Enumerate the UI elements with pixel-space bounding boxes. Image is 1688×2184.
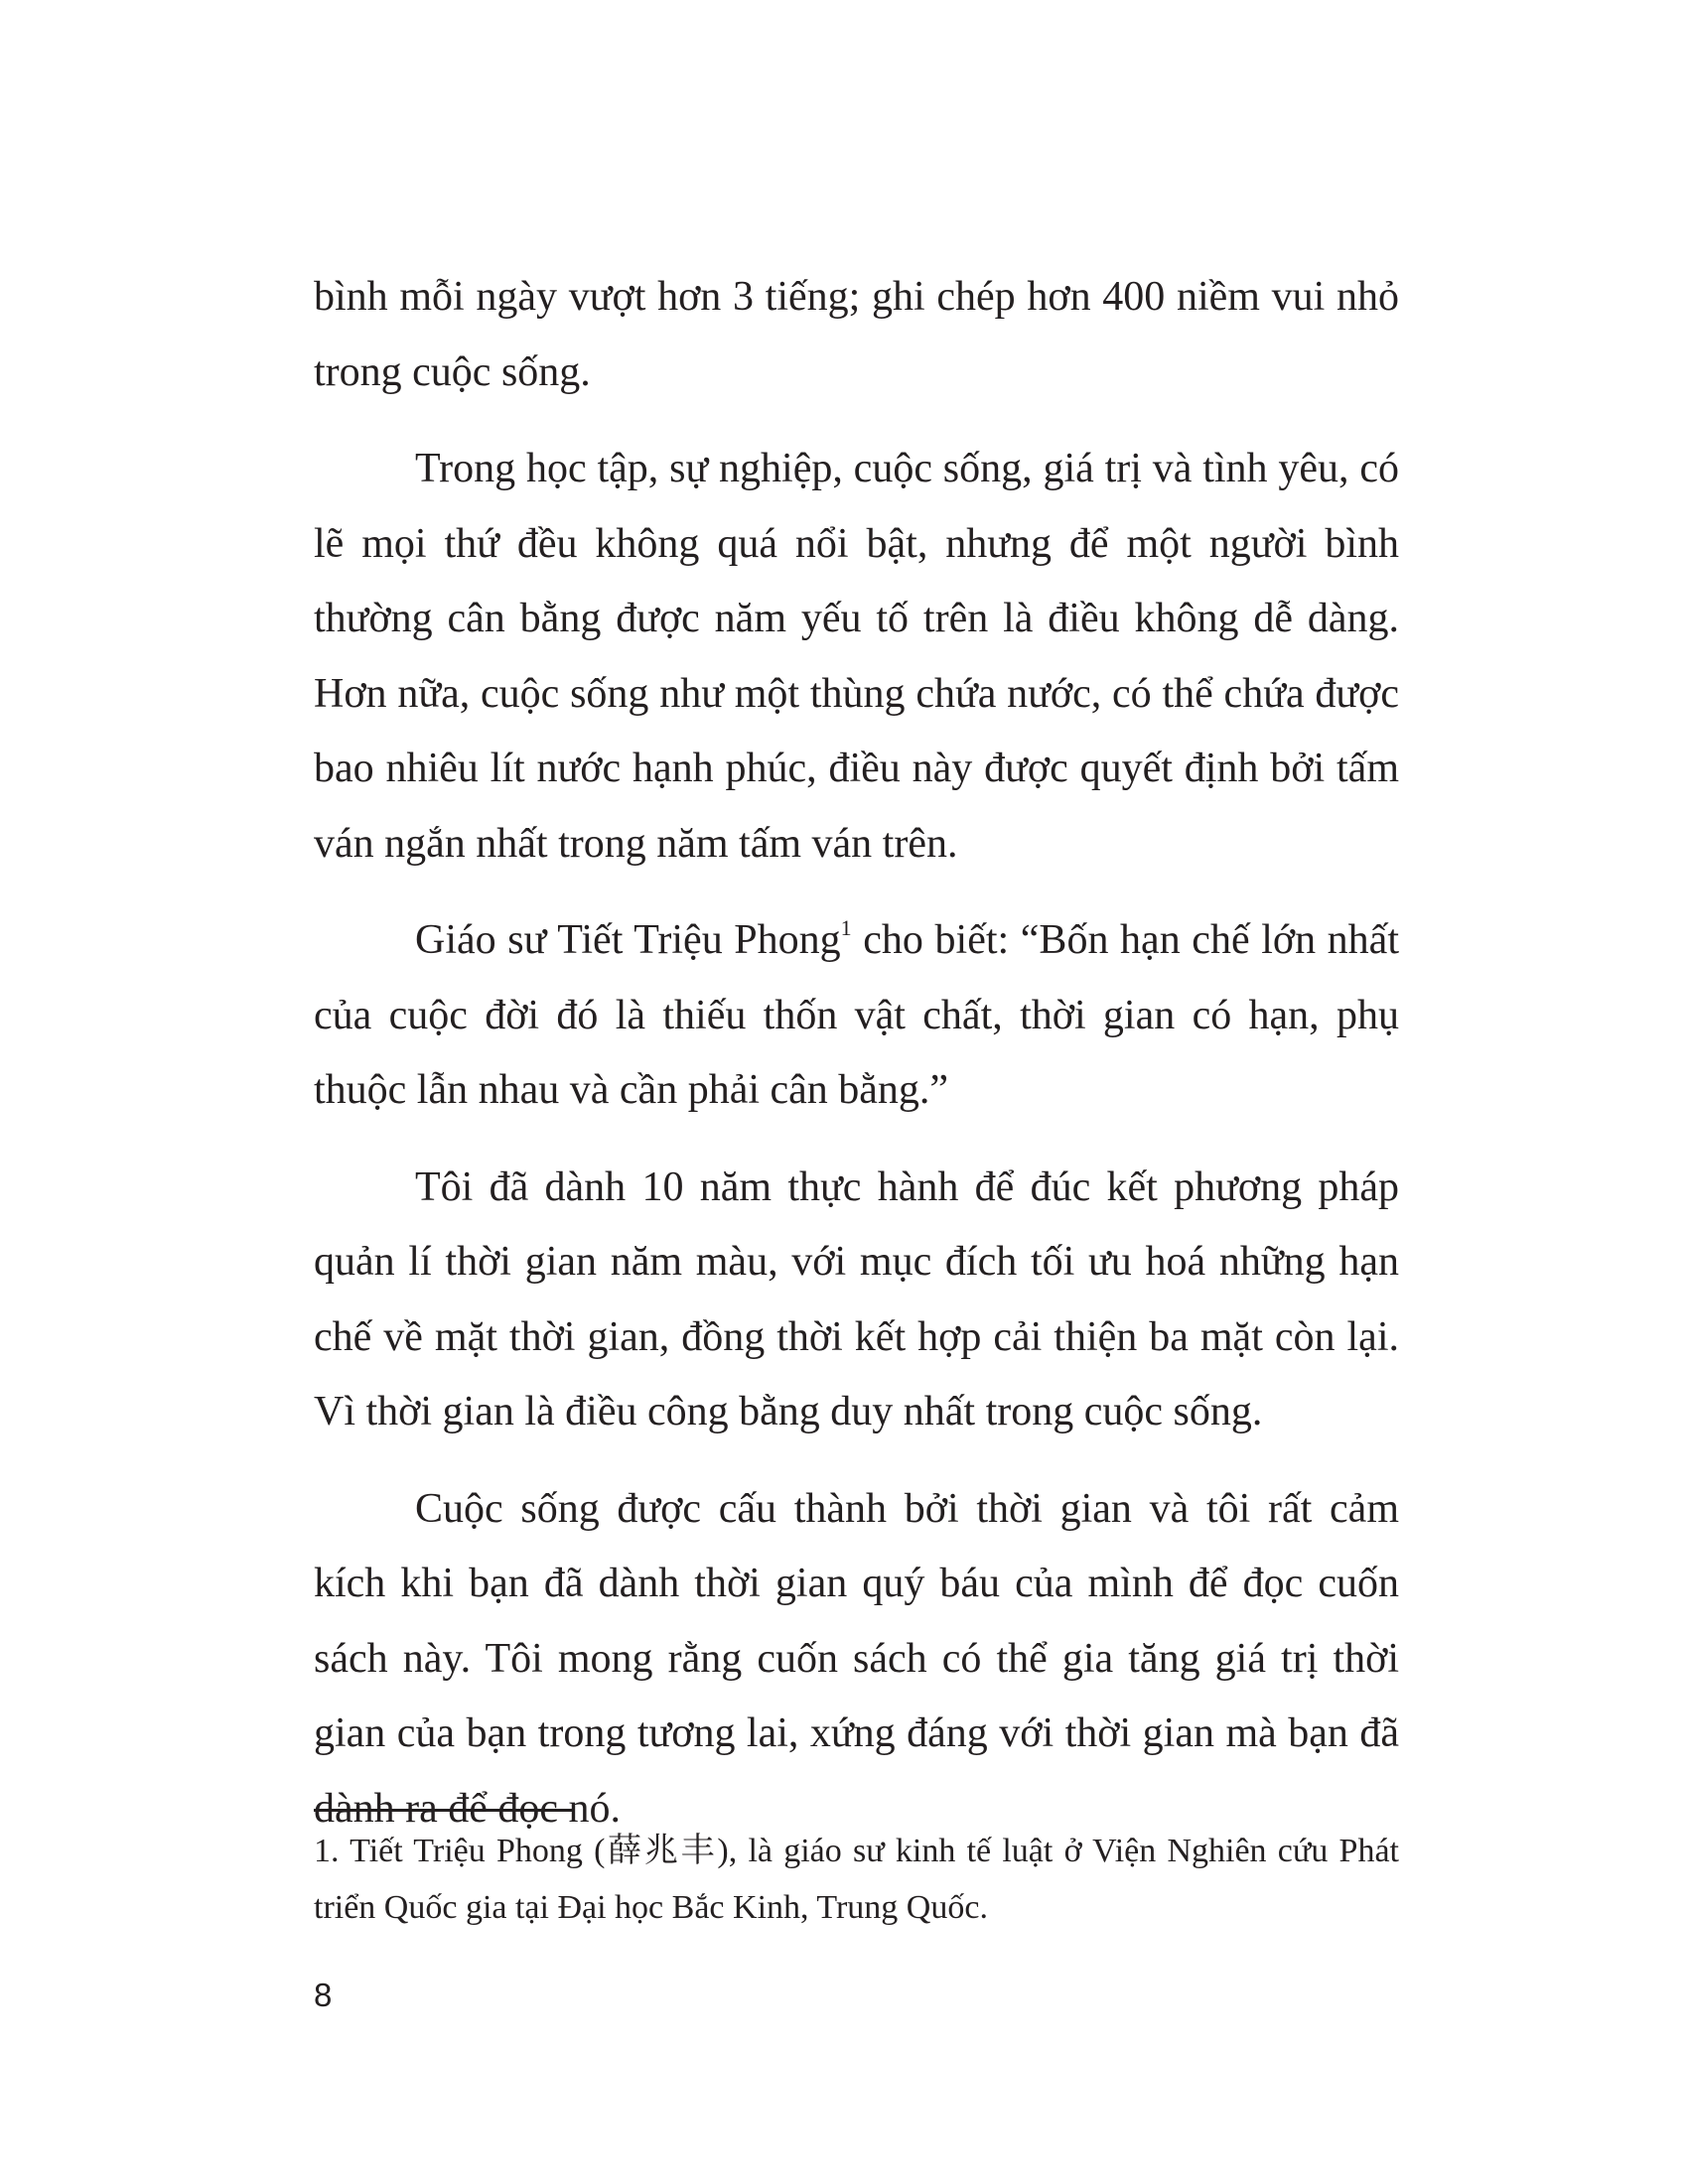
- footnote: 1. Tiết Triệu Phong (薛兆丰), là giáo sư kinh tế luật ở Viện Nghiên cứu Phát triển Quốc gia tại Đại học Bắc Kinh, Trung Quốc.: [314, 1833, 1399, 1926]
- paragraph-2: Trong học tập, sự nghiệp, cuộc sống, giá trị và tình yêu, có lẽ mọi thứ đều không quá nổi bật, nhưng để một người bình thường cân bằng được năm yếu tố trên là điều không dễ dàng. Hơn nữa, cuộc sống như một thùng chứa nước, có thể chứa được bao nhiêu lít nước hạnh phúc, điều này được quyết định bởi tấm ván ngắn nhất trong năm tấm ván trên.: [314, 446, 1399, 867]
- paragraph-3: [314, 903, 1399, 1129]
- footnote-divider: [314, 1809, 573, 1812]
- paragraph-1: bình mỗi ngày vượt hơn 3 tiếng; ghi chép hơn 400 niềm vui nhỏ trong cuộc sống.: [314, 274, 1399, 395]
- paragraph-5: Cuộc sống được cấu thành bởi thời gian và tôi rất cảm kích khi bạn đã dành thời gian quý báu của mình để đọc cuốn sách này. Tôi mong rằng cuốn sách có thể gia tăng giá trị thời gian của bạn trong tương lai, xứng đáng với thời gian mà bạn đã dành ra để đọc nó.: [314, 1485, 1399, 1832]
- page-number: 8: [314, 1977, 333, 2013]
- body-text: [314, 260, 1399, 1868]
- paragraph-3-text-before: Giáo sư Tiết Triệu Phong: [415, 917, 841, 963]
- paragraph-4: Tôi đã dành 10 năm thực hành để đúc kết phương pháp quản lí thời gian năm màu, với mục đích tối ưu hoá những hạn chế về mặt thời gian, đồng thời kết hợp cải thiện ba mặt còn lại. Vì thời gian là điều công bằng duy nhất trong cuộc sống.: [314, 1163, 1399, 1434]
- footnote-reference: 1: [840, 915, 852, 940]
- paragraph-3-text-after: cho biết: “Bốn hạn chế lớn nhất của cuộc đời đó là thiếu thốn vật chất, thời gian có hạn, phụ thuộc lẫn nhau và cần phải cân bằng.”: [314, 917, 1399, 1113]
